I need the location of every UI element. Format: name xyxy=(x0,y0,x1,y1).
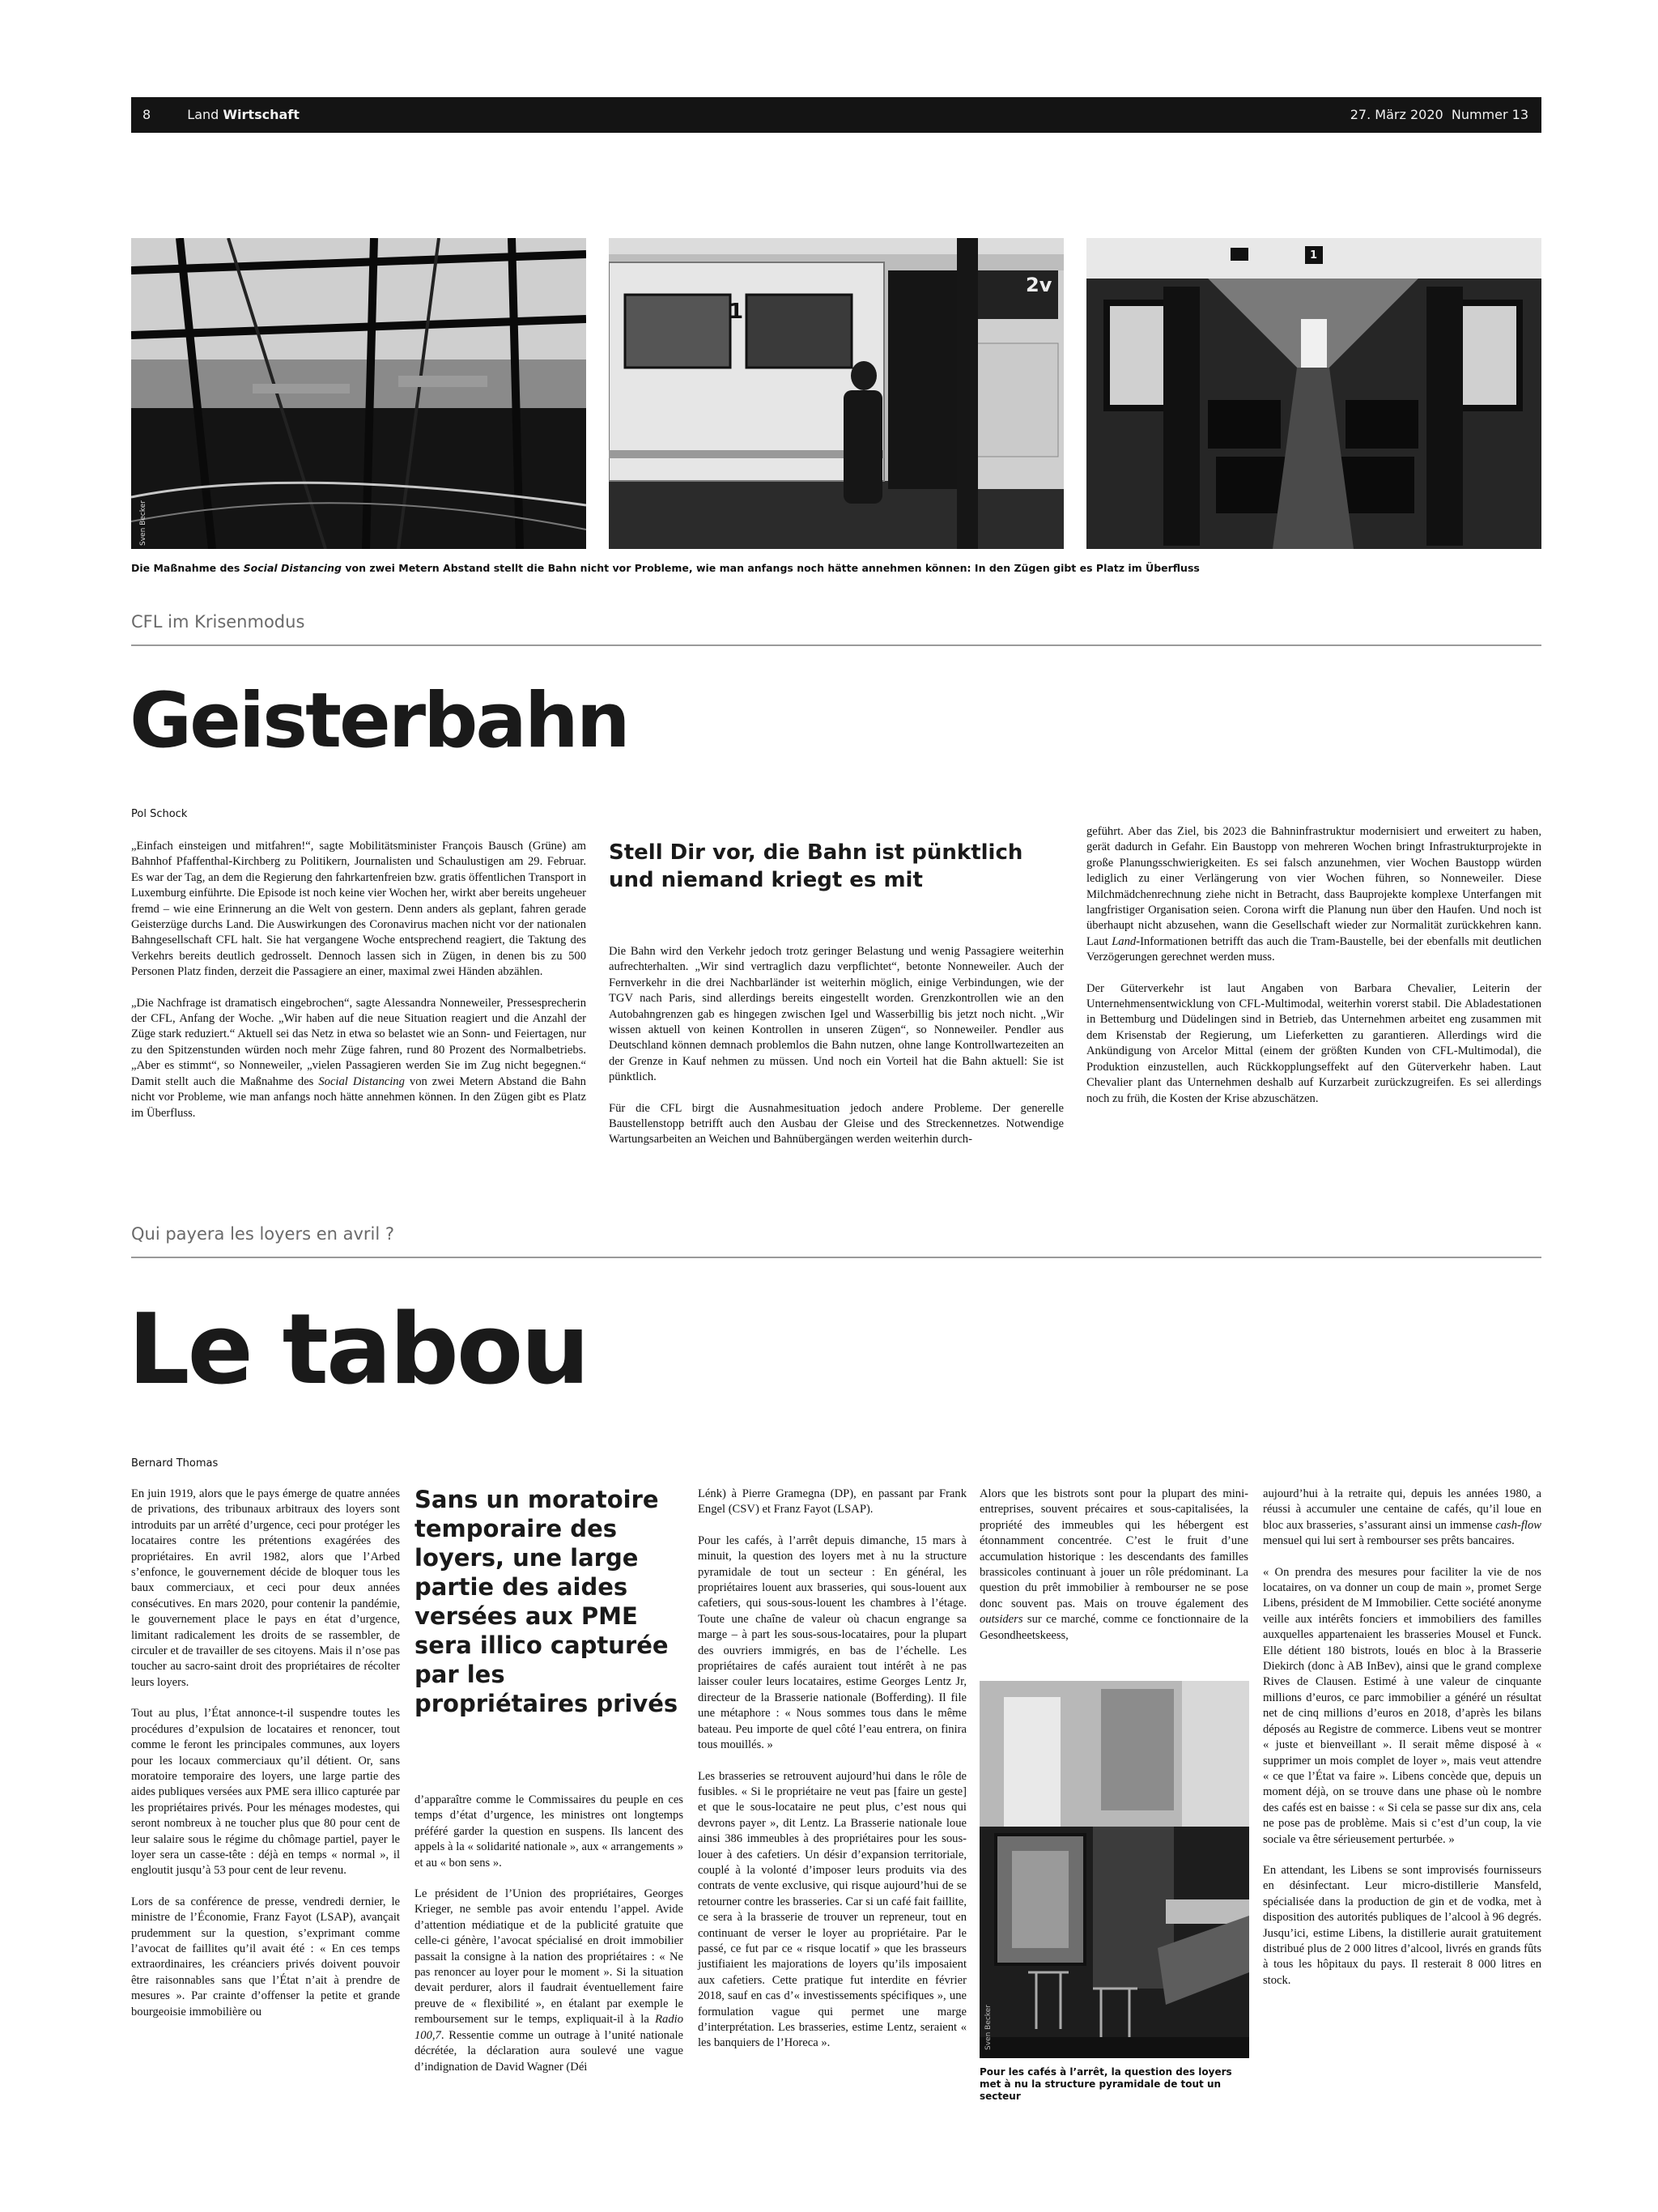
page-number: 8 xyxy=(142,107,151,122)
section-name: Wirtschaft xyxy=(223,107,300,122)
article1-author: Pol Schock xyxy=(131,808,188,820)
article1-column-3 xyxy=(1086,824,1541,1122)
paragraph: „Die Nachfrage ist dramatisch eingebrochen“, sagte Alessandra Nonneweiler, Pressesprecherin der CFL, Anfang der Woche. „Wir haben auf die neue Situation reagiert und die Anzahl der Züge stark reduziert.“ Aktuell sei das Netz in etwa so belastet wie an Sonn- und Feiertagen, nur zu den Spitzenstunden würden noch mehr Züge fahren, rund 80 Prozent des Normalbetriebs. „Aber es stimmt“, so Nonneweiler, „vielen Passagieren werden Sie im Zug nicht begegnen.“ Damit stellt auch die Maßnahme des Social Distancing von zwei Metern Abstand die Bahn nicht vor Probleme, wie man anfangs noch hätte annehmen können. In den Zügen gibt es Platz im Überfluss. xyxy=(131,996,586,1120)
paragraph: „Einfach einsteigen und mitfahren!“, sagte Mobilitätsminister François Bausch (Grüne) am Bahnhof Pfaffenthal-Kirchberg zu Politikern, Journalisten und Schaulustigen am 29. Februar. Es war der Tag, an dem die Regierung den fahrkartenfreien bzw. gratis öffentlichen Transport in Luxemburg einführte. Die Episode ist noch keine vier Wochen her, wirkt aber bereits ungeheuer fremd – wie eine Erinnerung an die Welt von gestern. Denn anders als geplant, fahren gerade Geisterzüge durchs Land. Die Auswirkungen des Coronavirus machen nicht vor der nationalen Bahngesellschaft CFL halt. Sie hat vergangene Woche entsprechend reagiert, die Taktung des Verkehrs bereits deutlich gedrosselt. Dennoch lassen sich in Zügen, in denen bis zu 500 Personen Platz finden, derzeit die Passagiere an einer, maximal zwei Händen abzählen. xyxy=(131,840,586,979)
issue-date: 27. März 2020 xyxy=(1350,107,1443,122)
article2-rule xyxy=(131,1257,1541,1258)
paragraph: Lors de sa conférence de presse, vendredi dernier, le ministre de l’Économie, Franz Fayot (LSAP), avançait prudemment sur la question, s’exprimant comme l’avocat de faillites qu’il avait été : « En ces temps extraordinaires, les créanciers privés doivent pouvoir être raisonnables sans que l’État n’ait à prendre de mesures ». Par crainte d’offenser la petite et grande bourgeoisie immobilière ou xyxy=(131,1895,400,2018)
paragraph: Lénk) à Pierre Gramegna (DP), en passant par Frank Engel (CSV) et Franz Fayot (LSAP). xyxy=(698,1487,967,1516)
paragraph: geführt. Aber das Ziel, bis 2023 die Bahninfrastruktur modernisiert und erweitert zu haben, gerät dadurch in Gefahr. Ein Baustopp von mehreren Wochen bringt Infrastrukturprojekte in große Planungsschwierigkeiten. Es sei falsch anzunehmen, vier Wochen Baustopp würden lediglich zu einer Verlängerung von vier Wochen führen, so Nonneweiler. Diese Milchmädchenrechnung ziehe nicht in Betracht, dass Bauprojekte komplexe Unterfangen mit langfristiger Organisation seien. Corona wirft die Planung nun über den Haufen. Und noch ist überhaupt nicht abzusehen, wann die Gesellschaft wieder zur Normalität zurückkehren kann. Laut Land-Informationen betrifft das auch die Tram-Baustelle, bei der ebenfalls mit deutlichen Verzögerungen gerechnet werden muss. xyxy=(1086,825,1541,964)
article2-column-4 xyxy=(980,1487,1248,1659)
photo-closed-cafe xyxy=(980,1681,1249,2058)
article2-kicker: Qui payera les loyers en avril ? xyxy=(131,1224,395,1244)
paragraph: Les brasseries se retrouvent aujourd’hui dans le rôle de fusibles. « Si le propriétaire ne veut pas [faire un geste] et que le sous-locataire ne peut plus, c’est nous qui devrons payer », dit Lentz. La Brasserie nationale loue ainsi 386 immeubles à des propriétaires pour les sous-louer à des cafetiers. Un désir d’expansion territoriale, couplé à la volonté d’imposer leurs produits via des contrats de vente exclusive, qui risque aujourd’hui de se retourner contre les brasseries. Car si un café fait faillite, ce sera à la brasserie de trouver un repreneur, tout en continuant de verser le loyer au propriétaire. Par le passé, ce fut par ce « risque locatif » que les brasseurs justifiaient les majorations de loyers qu’ils imposaient aux cafetiers. Cette pratique fut interdite en février 2018, sauf en cas d’« investissements spécifiques », une formulation vague qui permet une marge d’interprétation. Les brasseries, estime Lentz, seraient « les banquiers de l’Horeca ». xyxy=(698,1769,967,2050)
article1-kicker: CFL im Krisenmodus xyxy=(131,612,305,632)
paragraph: Der Güterverkehr ist laut Angaben von Barbara Chevalier, Leiterin der Unternehmensentwicklung von CFL-Multimodal, weiterhin vorerst stabil. Die Abladestationen in Bettemburg und Düdelingen sind in Betrieb, das Unternehmen arbeitet eng zusammen mit dem Krisenstab der Regierung, um Lieferketten zu garantieren. Allerdings wird die Ankündigung von Arcelor Mittal (einem der größten Kunden von CFL-Multimodal), die Produktion einzustellen, auch Rückkopplungseffekt auf den Güterverkehr haben. Laut Chevalier plant das Unternehmen deshalb auf Kurzarbeit zurückzugreifen. Es sei allerdings noch zu früh, die Kosten der Krise abzuschätzen. xyxy=(1086,981,1541,1105)
paragraph: Le président de l’Union des propriétaires, Georges Krieger, ne semble pas avoir entendu l’appel. Avide d’attention médiatique et de la publicité gratuite que celle-ci génère, l’avocat spécialisé en droit immobilier passait la consigne à la nation des propriétaires : « Ne pas renoncer au loyer pour le moment ». Si la situation devait perdurer, alors il faudrait éventuellement faire preuve de « flexibilité », en étalant par exemple le remboursement sur le temps, expliquait-il à la Radio 100,7. Ressentie comme un outrage à l’unité nationale décrétée, la déclaration aura soulevé une vague d’indignation de David Wagner (Déi xyxy=(414,1887,683,2074)
article2-pullquote: Sans un moratoire temporaire des loyers, une large partie des aides versées aux PME sera illico capturée par les propriétaires privés xyxy=(414,1486,678,1717)
paragraph: Die Bahn wird den Verkehr jedoch trotz geringer Belastung und wenig Passagiere weiterhin aufrechterhalten. „Wir sind vertraglich dazu verpflichtet“, betonte Nonneweiler. Auch der Fernverkehr in die drei Nachbarländer ist weiterhin möglich, einige Verbindungen, wie der TGV nach Paris, sind allerdings bereits eingestellt worden. Grenzkontrollen wie an den Autobahngrenzen gab es hingegen zwischen Igel und Wasserbillig bis jetzt noch nicht. „Wir wissen aktuell von keinen Kontrollen in unseren Zügen“, so Nonneweiler. Pendler aus Deutschland können demnach problemlos die Bahn nutzen, ohne lange Kontrollwartezeiten an der Grenze in Kauf nehmen zu müssen. Und noch ein Vorteil hat die Bahn aktuell: Sie ist pünktlich. xyxy=(609,945,1064,1084)
car-number-sign: 2v xyxy=(1026,274,1052,296)
paragraph: Alors que les bistrots sont pour la plupart des mini-entreprises, souvent précaires et sous-capitalisées, la propriété des immeubles qui les hébergent est étonnamment concentrée. C’est le fruit d’une accumulation historique : les descendants des familles brassicoles continuant à jouer un rôle prédominant. La question du prêt immobilier à rembourser ne se pose donc souvent pas. Mais on trouve également des outsiders sur ce marché, comme ce fonctionnaire de la Gesondheetskeess, xyxy=(980,1487,1248,1642)
photo-credit: Sven Becker xyxy=(139,500,147,546)
paper-name: Land xyxy=(187,107,219,122)
paragraph: En juin 1919, alors que le pays émerge de quatre années de privations, des tribunaux arbitraux des loyers sont introduits par un arrêté d’urgence, ceci pour protéger les locataires contre les prétentions exagérées des propriétaires. En avril 1982, alors que l’Arbed s’enfonce, le gouvernement décide de bloquer tous les baux commerciaux, et ceci pour deux années consécutives. En mars 2020, pour contenir la pandémie, le gouvernement place le pays en état d’urgence, limitant radicalement les droits de se rassembler, de circuler et de travailler de ses citoyens. Mais il n’ose pas toucher au sacro-saint droit des propriétaires de récolter leurs loyers. xyxy=(131,1487,400,1689)
page-header-bar xyxy=(131,97,1541,133)
paragraph: En attendant, les Libens se sont improvisés fournisseurs en désinfectant. Leur micro-distillerie Mansfeld, spécialisée dans la production de gin et de vodka, met à disposition des autorités publiques de l’alcool à 96 degrés. Jusqu’ici, estime Libens, la distillerie aurait gratuitement distribué plus de 2 000 litres d’alcool, livrés en grands fûts à tous les hôpitaux du pays. Il resterait 8 000 litres en stock. xyxy=(1263,1863,1541,1987)
paragraph: d’apparaître comme le Commissaires du peuple en ces temps d’état d’urgence, les ministres ont longtemps préféré garder la question en suspens. Ils lancent des appels à la « solidarité nationale », aux « arrangements » et au « bon sens ». xyxy=(414,1793,683,1870)
photo-empty-train-interior xyxy=(1086,238,1541,549)
top-photo-caption: Die Maßnahme des Social Distancing von zwei Metern Abstand stellt die Bahn nicht vor Probleme, wie man anfangs noch hätte annehmen können: In den Zügen gibt es Platz im Überfluss xyxy=(131,562,1200,574)
paragraph: Für die CFL birgt die Ausnahmesituation jedoch andere Probleme. Der generelle Baustellenstopp betrifft auch den Ausbau der Gleise und des Streckennetzes. Notwendige Wartungsarbeiten an Weichen und Bahnübergängen werden weiterhin durch- xyxy=(609,1101,1064,1146)
photo-station-platform xyxy=(131,238,586,549)
paragraph: Pour les cafés, à l’arrêt depuis dimanche, 15 mars à minuit, la question des loyers met à nu la structure pyramidale de tout un secteur : En général, les propriétaires louent aux brasseries, qui sous-louent aux cafetiers, qui sous-sous-louent les chambres à l’étage. Toute une chaîne de valeur où chacun engrange sa marge – à part les sous-sous-locataires, pour la plupart des ouvriers immigrés, en bas de l’échelle. Les propriétaires de cafés auraient tout intérêt à ne pas laisser couler leurs locataires, estime Georges Lentz Jr, directeur de la Brasserie nationale (Bofferding). Il file une métaphore : « Nous sommes tous dans le même bateau. Peu importe de quel côté l’eau entrera, on finira tous mouillés. » xyxy=(698,1534,967,1752)
article1-column-1 xyxy=(131,839,586,1137)
interior-class-sign: 1 xyxy=(1310,249,1318,262)
article2-column-5 xyxy=(1263,1487,1541,2004)
article2-column-3 xyxy=(698,1487,967,2067)
coach-class-sign: 1 xyxy=(729,300,744,324)
article2-headline: Le tabou xyxy=(128,1294,588,1406)
paragraph: « On prendra des mesures pour faciliter la vie de nos locataires, on va donner un coup de main », promet Serge Libens, président de M Immobilier. Cette société anonyme veille aux intérêts fonciers et immobiliers des familles auxquelles appartenaient les brasseries Mousel et Funck. Elle détient 180 bistrots, loués en bloc à la Brasserie Diekirch (donc à AB InBev), ainsi que le grand complexe Rives de Clausen. Estimé à une valeur de cinquante millions d’euros, ce parc immobilier a généré un résultat net de cinq millions d’euros en 2018, d’après les bilans déposés au Registre de commerce. Libens veut se montrer « juste et bienveillant ». Il serait même disposé à « supprimer un mois complet de loyer », mais veut attendre « ce que l’État va faire ». Libens concède que, depuis un moment déjà, on se trouve dans une phase où le nombre des cafés est en baisse : « Si cela se passe sur dix ans, cela ne pose pas de problème. Mais si c’est d’un coup, la vie sociale va être sérieusement perturbée. » xyxy=(1263,1565,1541,1846)
article1-rule xyxy=(131,644,1541,646)
article1-headline: Geisterbahn xyxy=(130,677,628,765)
paragraph: Tout au plus, l’État annonce-t-il suspendre toutes les procédures d’expulsion de locataires et renoncer, tout comme le feront les principales communes, aux loyers pour les locaux commerciaux qu’il détient. Or, sans moratoire temporaire des loyers, une large partie des aides publiques versées aux PME sera illico capturée par les propriétaires privés. Pour les ménages modestes, qui seront nombreux à ne toucher plus que 80 pour cent de leur salaire sous le régime du chômage partiel, payer le loyer sera un casse-tête : déjà en temps « normal », il engloutit jusqu’à 53 pour cent de leur revenu. xyxy=(131,1707,400,1878)
article2-column-2 xyxy=(414,1793,683,2091)
article1-column-2 xyxy=(609,944,1064,1163)
photo-train-passenger xyxy=(609,238,1064,549)
cafe-photo-caption: Pour les cafés à l’arrêt, la question des loyers met à nu la structure pyramidale de tout un secteur xyxy=(980,2066,1232,2102)
cafe-photo-credit: Sven Becker xyxy=(984,2005,993,2050)
article1-pullquote: Stell Dir vor, die Bahn ist pünktlich und niemand kriegt es mit xyxy=(609,840,1023,892)
article2-column-1 xyxy=(131,1487,400,2035)
issue-number: Nummer 13 xyxy=(1451,107,1528,122)
paragraph: aujourd’hui à la retraite qui, depuis les années 1980, a réussi à accumuler une centaine de cafés, qu’il loue en bloc aux brasseries, s’assurant ainsi un immense cash-flow mensuel qui lui sert à rembourser ses prêts bancaires. xyxy=(1263,1487,1541,1548)
article2-author: Bernard Thomas xyxy=(131,1457,219,1470)
